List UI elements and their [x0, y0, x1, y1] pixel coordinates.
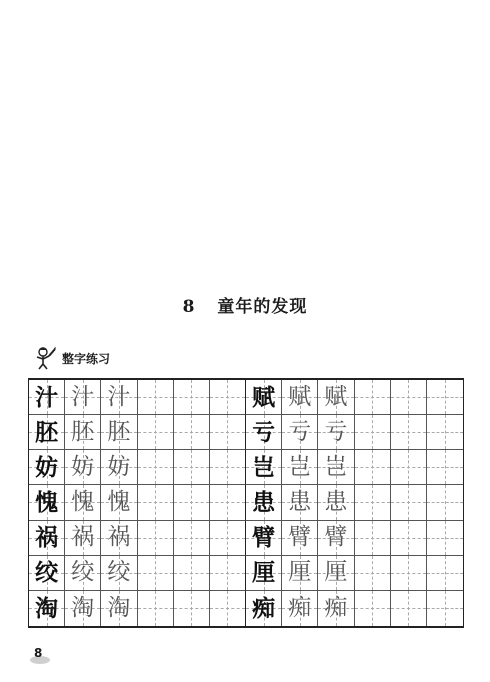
trace-char-cell: [101, 380, 137, 415]
trace-char-cell: [101, 485, 137, 520]
lesson-number: 8: [182, 297, 196, 317]
practice-char: 汁: [35, 383, 59, 411]
model-char-cell: [246, 521, 282, 556]
trace-char-cell: [318, 450, 354, 485]
trace-char-cell: [101, 556, 137, 591]
trace-char-cell: [318, 521, 354, 556]
empty-practice-cell: [427, 415, 463, 450]
trace-char-cell: [282, 415, 318, 450]
practice-char: 臂: [324, 524, 348, 551]
empty-practice-cell: [138, 450, 174, 485]
empty-practice-cell: [427, 450, 463, 485]
model-char-cell: [246, 415, 282, 450]
trace-char-cell: [282, 521, 318, 556]
empty-practice-cell: [391, 450, 427, 485]
practice-char: 患: [324, 488, 348, 515]
practice-char: 赋: [252, 383, 276, 411]
empty-practice-cell: [138, 591, 174, 626]
trace-char-cell: [282, 485, 318, 520]
trace-char-cell: [101, 521, 137, 556]
empty-practice-cell: [355, 450, 391, 485]
trace-char-cell: [318, 415, 354, 450]
trace-char-cell: [282, 450, 318, 485]
practice-char: 淘: [35, 594, 59, 622]
practice-char: 绞: [35, 559, 59, 587]
trace-char-cell: [282, 556, 318, 591]
empty-practice-cell: [427, 380, 463, 415]
empty-practice-cell: [138, 485, 174, 520]
practice-char: 胚: [107, 418, 131, 445]
practice-char: 绞: [107, 559, 131, 586]
empty-practice-cell: [355, 556, 391, 591]
trace-char-cell: [65, 556, 101, 591]
model-char-cell: [246, 450, 282, 485]
model-char-cell: [29, 380, 65, 415]
practice-char: 厘: [252, 559, 276, 587]
model-char-cell: [29, 485, 65, 520]
model-char-cell: [246, 380, 282, 415]
lesson-title-text: 童年的发现: [217, 297, 308, 317]
empty-practice-cell: [138, 380, 174, 415]
empty-practice-cell: [174, 415, 210, 450]
trace-char-cell: [65, 485, 101, 520]
empty-practice-cell: [210, 591, 246, 626]
trace-char-cell: [65, 380, 101, 415]
empty-practice-cell: [391, 485, 427, 520]
practice-char: 妨: [71, 453, 95, 480]
trace-char-cell: [282, 591, 318, 626]
practice-char: 祸: [71, 524, 95, 551]
practice-char: 痴: [288, 594, 312, 621]
empty-practice-cell: [355, 591, 391, 626]
practice-char: 厘: [288, 559, 312, 586]
practice-char: 岂: [288, 453, 312, 480]
practice-char: 痴: [252, 594, 276, 622]
empty-practice-cell: [391, 556, 427, 591]
trace-char-cell: [318, 485, 354, 520]
trace-char-cell: [65, 450, 101, 485]
practice-char: 淘: [71, 594, 95, 621]
trace-char-cell: [282, 380, 318, 415]
practice-char: 亏: [252, 418, 276, 446]
section-header: [34, 346, 110, 370]
practice-char: 亏: [288, 418, 312, 445]
practice-char: 祸: [35, 524, 59, 552]
empty-practice-cell: [355, 521, 391, 556]
empty-practice-cell: [174, 485, 210, 520]
trace-char-cell: [101, 591, 137, 626]
model-char-cell: [246, 485, 282, 520]
practice-char: 胚: [71, 418, 95, 445]
trace-char-cell: [65, 521, 101, 556]
empty-practice-cell: [138, 521, 174, 556]
page-number: 8: [34, 646, 43, 660]
trace-char-cell: [65, 591, 101, 626]
model-char-cell: [29, 556, 65, 591]
practice-char: 赋: [324, 383, 348, 410]
lesson-title: [0, 292, 490, 317]
model-char-cell: [29, 591, 65, 626]
empty-practice-cell: [138, 415, 174, 450]
empty-practice-cell: [174, 450, 210, 485]
practice-char: 患: [252, 488, 276, 516]
empty-practice-cell: [174, 380, 210, 415]
empty-practice-cell: [174, 556, 210, 591]
practice-char: 愧: [107, 488, 131, 515]
model-char-cell: [29, 521, 65, 556]
practice-char: 妨: [107, 453, 131, 480]
empty-practice-cell: [210, 485, 246, 520]
empty-practice-cell: [138, 556, 174, 591]
practice-char: 愧: [71, 488, 95, 515]
section-label: 整字练习: [62, 351, 111, 366]
practice-char: 痴: [324, 594, 348, 621]
empty-practice-cell: [174, 521, 210, 556]
empty-practice-cell: [355, 415, 391, 450]
trace-char-cell: [318, 591, 354, 626]
practice-char: 赋: [288, 383, 312, 410]
practice-char: 厘: [324, 559, 348, 586]
empty-practice-cell: [391, 591, 427, 626]
empty-practice-cell: [427, 521, 463, 556]
empty-practice-cell: [210, 415, 246, 450]
empty-practice-cell: [210, 521, 246, 556]
practice-char: 亏: [324, 418, 348, 445]
practice-char: 祸: [107, 524, 131, 551]
practice-char: 愧: [35, 488, 59, 516]
empty-practice-cell: [391, 521, 427, 556]
empty-practice-cell: [355, 485, 391, 520]
empty-practice-cell: [427, 591, 463, 626]
trace-char-cell: [101, 450, 137, 485]
trace-char-cell: [318, 556, 354, 591]
practice-char: 胚: [35, 418, 59, 446]
trace-char-cell: [101, 415, 137, 450]
trace-char-cell: [65, 415, 101, 450]
model-char-cell: [246, 591, 282, 626]
empty-practice-cell: [210, 450, 246, 485]
practice-char: 臂: [252, 524, 276, 552]
empty-practice-cell: [427, 485, 463, 520]
practice-char: 岂: [252, 453, 276, 481]
practice-char: 淘: [107, 594, 131, 621]
empty-practice-cell: [391, 415, 427, 450]
practice-char: 绞: [71, 559, 95, 586]
pencil-kid-icon: [34, 346, 56, 370]
model-char-cell: [29, 415, 65, 450]
empty-practice-cell: [391, 380, 427, 415]
empty-practice-cell: [355, 380, 391, 415]
practice-char: 岂: [324, 453, 348, 480]
empty-practice-cell: [210, 556, 246, 591]
model-char-cell: [246, 556, 282, 591]
empty-practice-cell: [427, 556, 463, 591]
practice-char: 汁: [71, 383, 95, 410]
trace-char-cell: [318, 380, 354, 415]
model-char-cell: [29, 450, 65, 485]
practice-char: 妨: [35, 453, 59, 481]
empty-practice-cell: [210, 380, 246, 415]
empty-practice-cell: [174, 591, 210, 626]
practice-grid: [28, 378, 464, 628]
practice-char: 患: [288, 488, 312, 515]
practice-char: 臂: [288, 524, 312, 551]
practice-char: 汁: [107, 383, 131, 410]
